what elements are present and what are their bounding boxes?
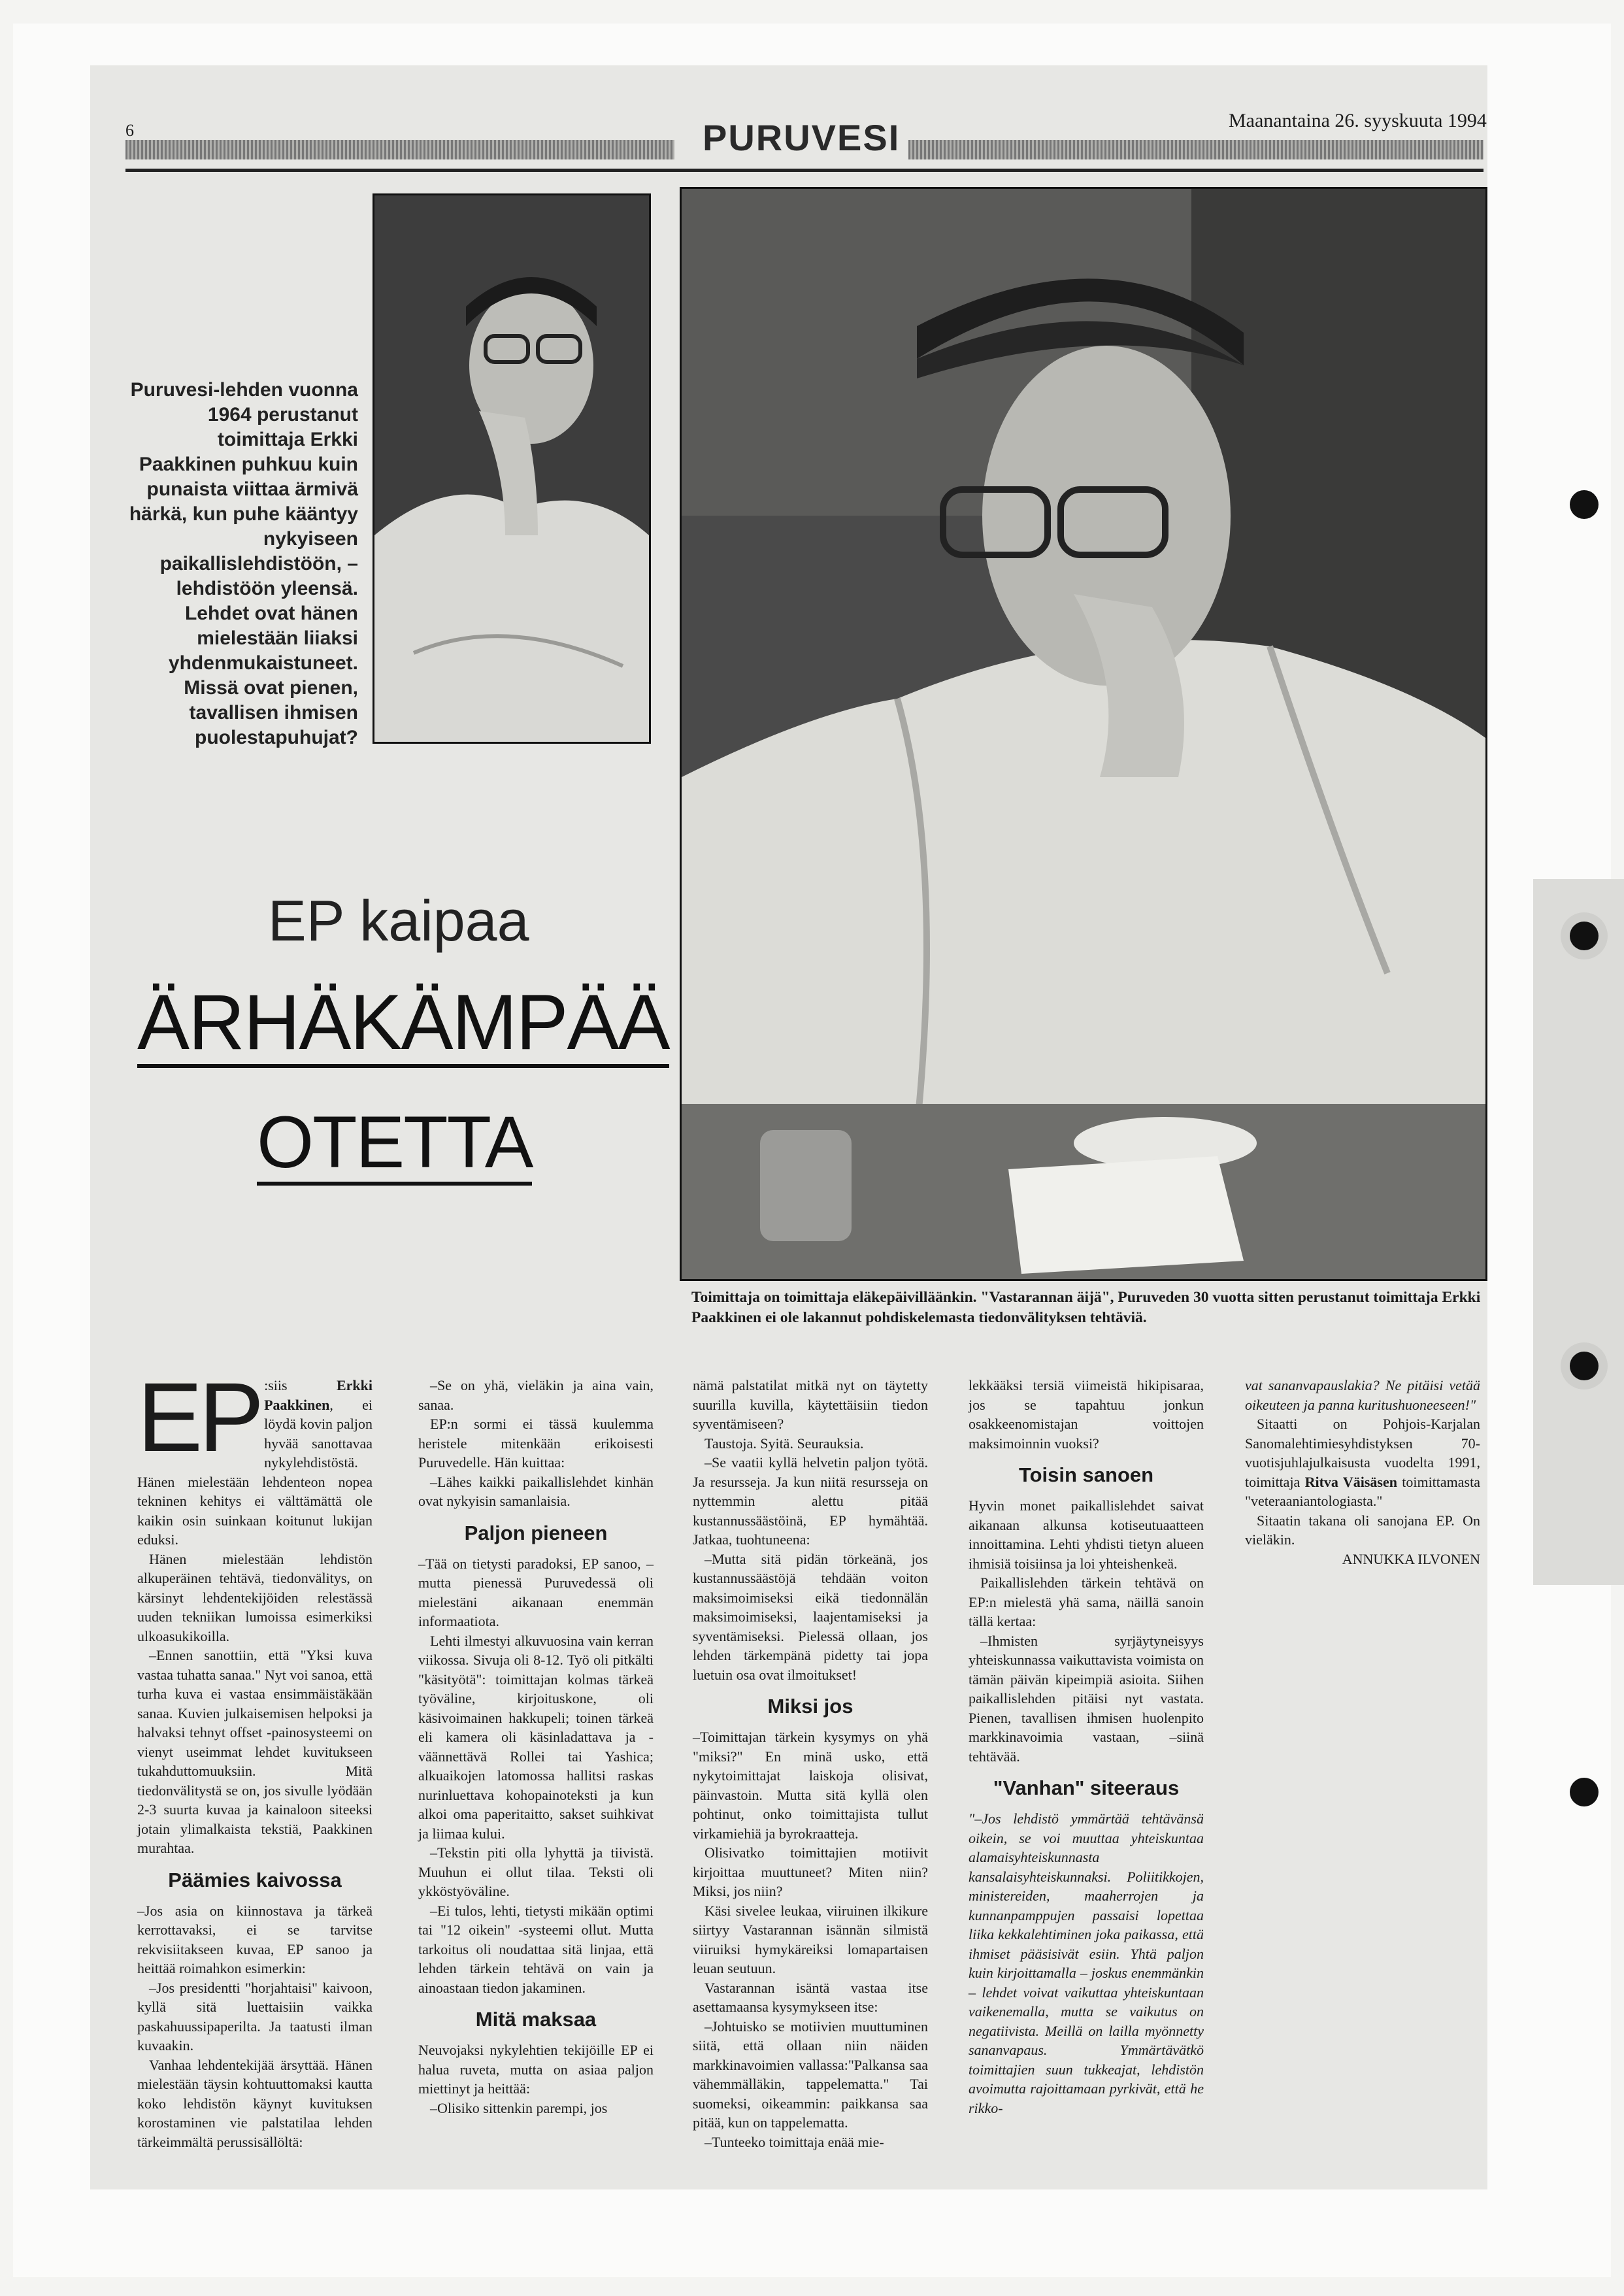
paragraph: –Ei tulos, lehti, tietysti mikään optimi tai "12 oikein" -systeemi ollut. Mutta tarkoitus oli noudattaa sitä linjaa, että lehden tärkein tehtävä on vain ja ainoastaan tiedon jakaminen. bbox=[418, 1902, 654, 1996]
paragraph: nämä palstatilat mitkä nyt on täytetty suurilla kuvilla, käytettäisiin tiedon syventämiseen? bbox=[693, 1377, 928, 1432]
paragraph: lekkääksi tersiä viimeistä hikipisaraa, jos se tapahtuu jonkun osakkeenomistajan voittojen maksimoinnin vuoksi? bbox=[969, 1377, 1204, 1452]
portrait-photo-large bbox=[680, 187, 1487, 1281]
paragraph: EP:n sormi ei tässä kuulemma heristele mitenkään erikoisesti Puruvedelle. Hän kuittaa: bbox=[418, 1416, 654, 1471]
paragraph: –Tunteeko toimittaja enää mie- bbox=[704, 2133, 884, 2150]
paragraph: –Mutta sitä pidän törkeänä, jos kustannussäästöjä tehdään voiton maksimoimiseksi eikä tiedonnälän maksimoimiseksi, laajentamiseksi ja syventämiseksi. Pielessä ollaan, jos lehden tärkempänä pidetty tai jopa luetuin osa ovat ilmoitukset! bbox=[693, 1550, 928, 1683]
paragraph: Taustoja. Syitä. Seurauksia. bbox=[704, 1435, 864, 1452]
paragraph: Hyvin monet paikallislehdet saivat aikanaan alkunsa kotiseutuaatteen innoittamina. Lehti yhdisti tietyn alueen ihmisiä toisiinsa ja loi yhteishenkeä. bbox=[969, 1497, 1204, 1572]
binder-hole bbox=[1570, 1778, 1599, 1806]
page-number: 6 bbox=[125, 121, 134, 140]
lead-text: :siis bbox=[264, 1377, 337, 1393]
paragraph: Paikallislehden tärkein tehtävä on EP:n mielestä yhä sama, näillä sanoin tällä kertaa: bbox=[969, 1574, 1204, 1629]
paragraph-cont: toimittamasta "veteraaniantologiasta." bbox=[1245, 1473, 1480, 1509]
quote-paragraph: "–Jos lehdistö ymmärtää tehtävänsä oikein, se voi muuttaa yhteiskuntaa alamaisyhteiskunnasta kansalaisyhteiskunnaksi. Poliitikkojen, ministereiden, maaherrojen ja kunnanpamppujen passaisi lopettaa liika kekkalehtiminen joka paikassa, että ihmiset pääsisivät esiin. Yhtä paljon kuin kirjoittamalla – joskus enemmänkin – lehdet voivat vaikuttaa yhteiskuntaan vaikenemalla, mutta se vaikutus on negatiivista. Meillä on lailla myönnetty sananvapaus. Ymmärtävätkö toimittajien suun tukkeajat, lehdistön avoimutta rajoittamaan pyrkivät, että he rikko- bbox=[969, 1810, 1204, 2116]
photo-caption: Toimittaja on toimittaja eläkepäivilläänkin. "Vastarannan äijä", Puruveden 30 vuotta sitten perustanut toimittaja Erkki Paakkinen ei ole lakannut pohdiskelemasta tiedonvälityksen tehtäviä. bbox=[691, 1289, 1481, 1326]
issue-date: Maanantaina 26. syyskuuta 1994 bbox=[1229, 110, 1487, 131]
article-column-3 bbox=[693, 1376, 928, 2152]
paragraph: –Lähes kaikki paikallislehdet kinhän ovat nykyisin samanlaisia. bbox=[418, 1473, 654, 1509]
article-column-4 bbox=[969, 1376, 1204, 2118]
header-rule-right bbox=[908, 140, 1483, 159]
subheading: Paljon pieneen bbox=[464, 1521, 608, 1544]
paragraph: Sitaatti on Pohjois-Karjalan Sanomalehtimiesyhdistyksen 70-vuotisjuhlajulkaisusta vuodelta 1991, toimittaja bbox=[1245, 1416, 1480, 1490]
paragraph: Sitaatin takana oli sanojana EP. On vieläkin. bbox=[1245, 1512, 1480, 1548]
subheading: "Vanhan" siteeraus bbox=[993, 1776, 1180, 1799]
paragraph: –Se on yhä, vieläkin ja aina vain, sanaa. bbox=[418, 1377, 654, 1413]
paragraph: –Se vaatii kyllä helvetin paljon työtä. Ja resursseja. Ja kun niitä resursseja on nyttemmin alettu pitää kustannussäästöinä, EP hymähtää. Jatkaa, tuohtuneena: bbox=[693, 1454, 928, 1548]
article-column-5 bbox=[1245, 1376, 1480, 1569]
paragraph: –Ennen sanottiin, että "Yksi kuva vastaa tuhatta sanaa." Nyt voi sanoa, että turha kuva ei vastaa ensimmäistäkään sanaa. Kuvien julkaisemisen helpoksi ja halvaksi tehnyt offset -painosysteemi on vienyt useimmat lehdet kuvitukseen tukahduttomuuksiin. Mitä tiedonvälitystä se on, jos sivulle lyödään 2-3 suurta kuvaa ja kainaloon siteeksi jotain ylimalkaista tekstiä, Paakkinen murahtaa. bbox=[137, 1647, 373, 1856]
paragraph: Käsi sivelee leukaa, viiruinen ilkikure siirtyy Vastarannan isännän silmistä viiruiksi hymykäreiksi lomapartaisen leuan seutuun. bbox=[693, 1902, 928, 1976]
intro-lead: Puruvesi-lehden vuonna 1964 perustanut toimittaja Erkki Paakkinen puhkuu kuin punaista viittaa ärmivä härkä, kun puhe kääntyy nykyiseen paikallislehdistöön, – lehdistöön yleensä. Lehdet ovat hänen mielestään liiaksi yhdenmukaistuneet. Missä ovat pienen, tavallisen ihmisen puolestapuhujat? bbox=[129, 379, 358, 748]
paragraph: Vanhaa lehdentekijää ärsyttää. Hänen mielestään täysin kohtuuttomaksi kautta koko lehdistön käynyt kuvituksen korostaminen vie palstatilaa lehden tärkeimmältä perussisällöltä: bbox=[137, 2056, 373, 2150]
paragraph: Vastarannan isäntä vastaa itse asettamaansa kysymykseen itse: bbox=[693, 1979, 928, 2015]
paragraph: –Johtuisko se motiivien muuttuminen siitä, että ollaan niin näiden markkinavoimien vallassa:"Palkansa saa vähemmälläkin, tappelematta." Tai suomeksi, oikeammin: paikkansa saa pitää, kun on tappelematta. bbox=[693, 2018, 928, 2131]
binder-hole bbox=[1570, 922, 1599, 950]
headline-main-2: OTETTA bbox=[257, 1103, 532, 1186]
person-name: Erkki Paakkinen bbox=[264, 1377, 373, 1413]
article-column-2 bbox=[418, 1376, 654, 2118]
header-rule-left bbox=[125, 140, 674, 159]
subheading: Päämies kaivossa bbox=[168, 1868, 342, 1891]
paragraph: –Toimittajan tärkein kysymys on yhä "miksi?" En minä usko, että nykytoimittajat laiskoja olisivat, päinvastoin. Mutta sitä kyllä olen pohtinut, onko toimittajista tullut virkamiehiä ja byrokraatteja. bbox=[693, 1729, 928, 1842]
lead-text-cont: , ei löydä kovin paljon hyvää sanottavaa nykylehdistöstä. Hänen mielestään lehdenteon nopea tekninen kehitys ei välttämättä ole kaikin osin suinkaan koitunut lukijan eduksi. bbox=[137, 1396, 373, 1548]
subheading: Miksi jos bbox=[767, 1695, 853, 1718]
paragraph: –Tekstin piti olla lyhyttä ja tiivistä. Muuhun ei ollut tilaa. Teksti oli ykköstyöväline. bbox=[418, 1844, 654, 1899]
paragraph: –Tää on tietysti paradoksi, EP sanoo, –mutta pienessä Puruvedessä oli mielestäni aikanaan enemmän informaatiota. bbox=[418, 1555, 654, 1629]
paragraph: Olisivatko toimittajien motiivit kirjoittaa muuttuneet? Miten niin? Miksi, jos niin? bbox=[693, 1844, 928, 1899]
quote-paragraph: vat sananvapauslakia? Ne pitäisi vetää oikeuteen ja panna kuritushuoneeseen!" bbox=[1245, 1377, 1480, 1413]
headline-kicker: EP kaipaa bbox=[268, 888, 529, 953]
person-name: Ritva Väisäsen bbox=[1304, 1473, 1397, 1490]
masthead: PURUVESI bbox=[703, 117, 901, 158]
drop-cap: EP bbox=[137, 1362, 261, 1472]
binder-tab bbox=[1533, 879, 1624, 1585]
binder-hole bbox=[1570, 490, 1599, 519]
subheading: Mitä maksaa bbox=[475, 2008, 597, 2031]
byline: ANNUKKA ILVONEN bbox=[1342, 1550, 1480, 1567]
article-column-1 bbox=[137, 1362, 373, 2152]
subheading: Toisin sanoen bbox=[1018, 1463, 1154, 1486]
portrait-photo-small bbox=[373, 193, 651, 744]
paragraph: Lehti ilmestyi alkuvuosina vain kerran viikossa. Sivuja oli 8-12. Työ oli pitkälti "käsityötä": toimittajan kolmas tärkeä työväline, kirjoituskone, oli käsivoimainen hakkupeli; toinen tärkeä eli kamera oli käsinladattava ja -väännettävä Rollei tai Yashica; alkuaikojen latomossa hallitsi raskas nurinluettava kohopainoteksti ja kun alkoi oma paperitaitto, sakset suihkivat ja liimaa kului. bbox=[418, 1632, 654, 1842]
paragraph: Neuvojaksi nykylehtien tekijöille EP ei halua ruveta, mutta on asiaa paljon miettinyt ja heittää: bbox=[418, 2042, 654, 2097]
paragraph: –Olisiko sittenkin parempi, jos bbox=[430, 2099, 608, 2116]
header-divider bbox=[125, 169, 1483, 172]
paragraph: –Jos presidentti "horjahtaisi" kaivoon, kyllä sitä luettaisiin vaikka paskahuussipaperilta. Ja taatusti ilman kuvaakin. bbox=[137, 1979, 373, 2054]
headline-main: ÄRHÄKÄMPÄÄ bbox=[137, 980, 669, 1068]
paragraph: Hänen mielestään lehdistön alkuperäinen tehtävä, tiedonvälitys, on kärsinyt lehdentekijöiden relestässä uuden tekniikan lumoissa esimerkiksi ulkoasukikoilla. bbox=[137, 1550, 373, 1644]
paragraph: –Ihmisten syrjäytyneisyys yhteiskunnassa vaikuttavista voimista on tämän päivän kipeimpiä asioita. Siihen paikallislehden pitäisi nyt vastata. Pienen, tavallisen ihmisen huolenpito markkinavoimia vastaan, –siinä tehtävää. bbox=[969, 1632, 1204, 1765]
binder-hole bbox=[1570, 1352, 1599, 1380]
paragraph: –Jos asia on kiinnostava ja tärkeä kerrottavaksi, ei se tarvitse rekvisiitakseen kuvaa, EP sanoo ja heittää roimahkon esimerkin: bbox=[137, 1902, 373, 1976]
